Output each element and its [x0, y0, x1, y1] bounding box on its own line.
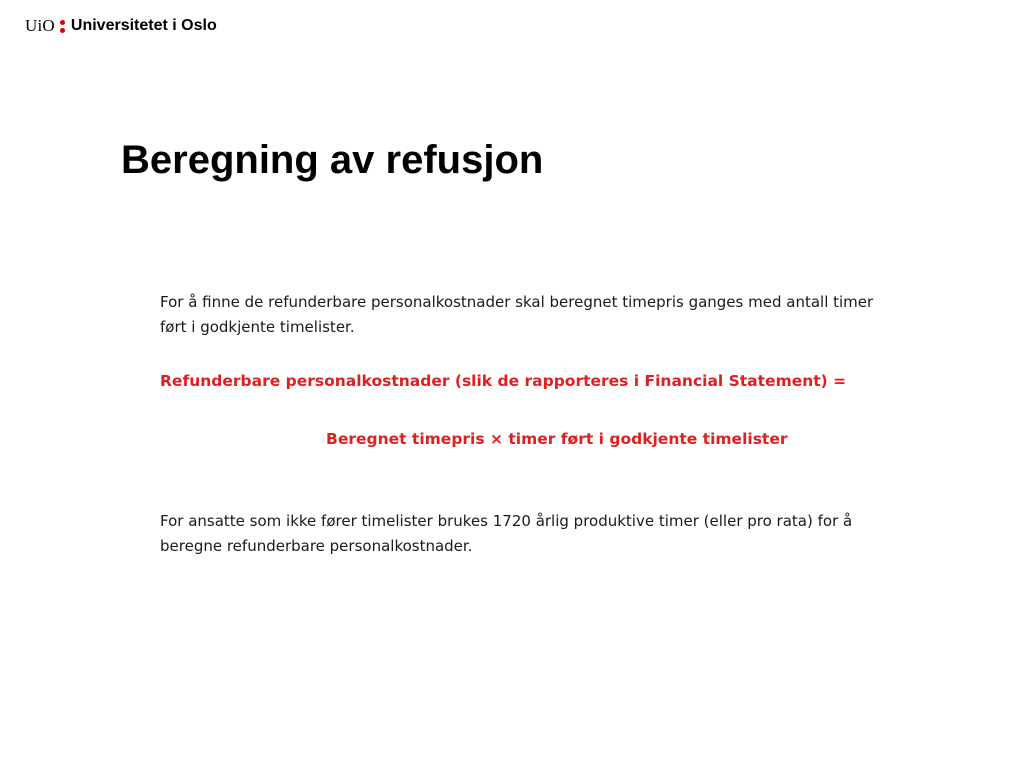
- uio-logo: [25, 15, 217, 37]
- slide-title: Beregning av refusjon: [121, 138, 544, 182]
- logo-abbreviation: UiO: [25, 16, 55, 35]
- formula-left-side: Refunderbare personalkostnader (slik de rapporteres i Financial Statement) =: [160, 372, 847, 390]
- formula-right-side: Beregnet timepris × timer ført i godkjente timelister: [326, 430, 788, 448]
- logo-university-name: Universitetet i Oslo: [70, 17, 217, 34]
- logo-dots-icon: [60, 20, 65, 33]
- intro-paragraph: For å finne de refunderbare personalkostnader skal beregnet timepris ganges med antall timer ført i godkjente timelister.: [160, 293, 874, 336]
- note-paragraph: For ansatte som ikke fører timelister brukes 1720 årlig produktive timer (eller pro rata) for å beregne refunderbare personalkostnader.: [160, 512, 853, 555]
